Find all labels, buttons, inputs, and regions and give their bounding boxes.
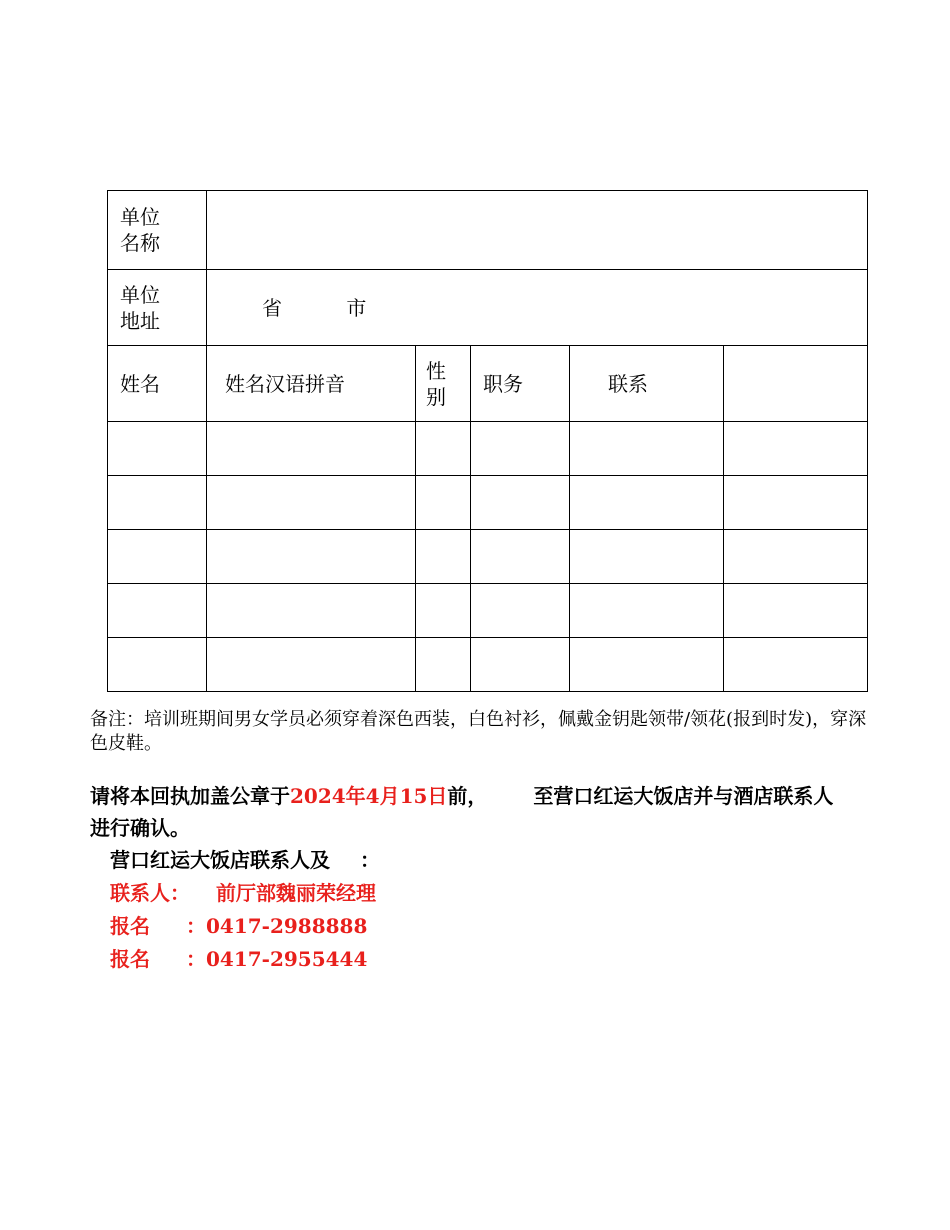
registration-phone-2: 报名 ：0417-2955444 [110,947,368,971]
phone-number: 0417-2988888 [206,914,368,938]
attendee-contact-cell[interactable] [570,584,724,638]
attendee-pinyin-cell[interactable] [207,638,416,692]
table-row [108,584,868,638]
confirmation-instruction [90,780,890,844]
city-label: 市 [346,295,367,320]
header-position: 职务 [471,346,570,422]
attendee-pinyin-cell[interactable] [207,530,416,584]
table-row [108,422,868,476]
attendee-gender-cell[interactable] [416,422,471,476]
unit-address-label: 单位 地址 [108,270,207,346]
unit-name-field[interactable] [207,191,868,270]
attendee-position-cell[interactable] [471,530,570,584]
unit-name-row [108,191,868,270]
attendee-extra-cell[interactable] [724,530,868,584]
attendee-extra-cell[interactable] [724,422,868,476]
attendee-name-cell[interactable] [108,530,207,584]
attendee-contact-cell[interactable] [570,422,724,476]
attendee-pinyin-cell[interactable] [207,476,416,530]
attendee-gender-cell[interactable] [416,584,471,638]
attendee-pinyin-cell[interactable] [207,422,416,476]
unit-address-row [108,270,868,346]
attendee-name-cell[interactable] [108,422,207,476]
hotel-contact-intro: 营口红运大饭店联系人及 ： [110,848,380,872]
phone-number: 0417-2955444 [206,947,368,971]
attendee-contact-cell[interactable] [570,530,724,584]
attendee-extra-cell[interactable] [724,638,868,692]
attendee-header-row [108,346,868,422]
table-row [108,638,868,692]
attendee-extra-cell[interactable] [724,476,868,530]
confirm-middle: 至营口红运大饭店并与酒店联系人 [533,784,834,808]
confirm-prefix: 请将本回执加盖公章于 [90,784,290,808]
unit-address-field[interactable] [207,270,868,346]
attendee-position-cell[interactable] [471,638,570,692]
unit-name-label: 单位 名称 [108,191,207,270]
attendee-position-cell[interactable] [471,584,570,638]
attendee-position-cell[interactable] [471,476,570,530]
attendee-name-cell[interactable] [108,476,207,530]
table-row [108,476,868,530]
attendee-position-cell[interactable] [471,422,570,476]
table-row [108,530,868,584]
dress-code-note: 备注：培训班期间男女学员必须穿着深色西装，白色衬衫，佩戴金钥匙领带/领花(报到时发)，穿深色皮鞋。 [90,709,867,754]
attendee-contact-cell[interactable] [570,638,724,692]
attendee-contact-cell[interactable] [570,476,724,530]
hotel-contact-person: 联系人： 前厅部魏丽荣经理 [110,881,376,905]
province-label: 省 [262,295,282,320]
attendee-name-cell[interactable] [108,584,207,638]
header-extra [724,346,868,422]
header-contact: 联系 [570,346,724,422]
attendee-gender-cell[interactable] [416,638,471,692]
registration-phone-1: 报名 ：0417-2988888 [110,914,368,938]
registration-table [107,190,868,692]
attendee-extra-cell[interactable] [724,584,868,638]
attendee-gender-cell[interactable] [416,476,471,530]
attendee-name-cell[interactable] [108,638,207,692]
confirm-end: 进行确认。 [90,816,190,840]
attendee-gender-cell[interactable] [416,530,471,584]
hotel-contact-block [110,844,380,976]
header-pinyin: 姓名汉语拼音 [207,346,416,422]
confirm-deadline: 2024年4月15日 [290,784,448,808]
header-gender: 性 别 [416,346,471,422]
header-name: 姓名 [108,346,207,422]
attendee-pinyin-cell[interactable] [207,584,416,638]
confirm-after-deadline: 前， [447,784,488,808]
